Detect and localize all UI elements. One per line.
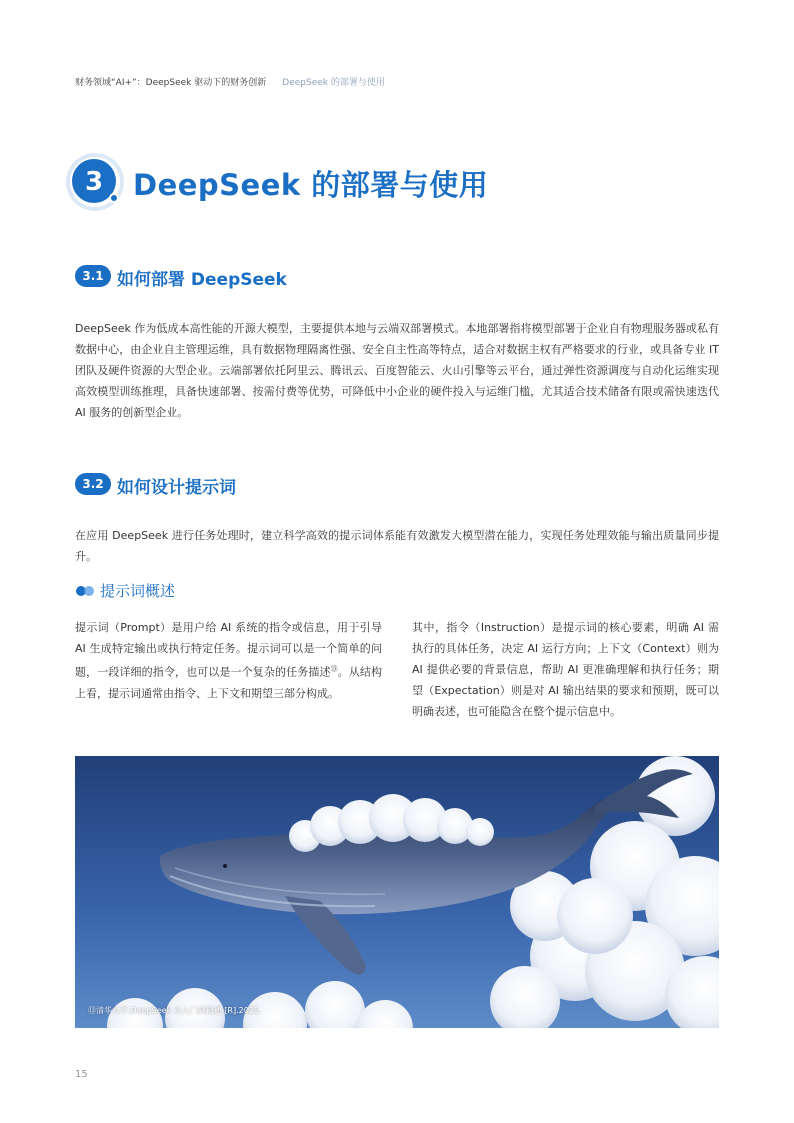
topic-heading: 提示词概述 xyxy=(100,582,176,600)
running-header xyxy=(75,75,385,88)
header-section: DeepSeek 的部署与使用 xyxy=(282,78,385,88)
left-column xyxy=(75,617,382,704)
section-3-2-badge: 3.2 xyxy=(75,473,111,495)
section-3-1-body: DeepSeek 作为低成本高性能的开源大模型，主要提供本地与云端双部署模式。本地部署指将模型部署于企业自有物理服务器或私有数据中心，由企业自主管理运维，具有数据物理隔离性强、安全自主性高等特点，适合对数据主权有严格要求的行业，或具备专业 IT 团队及硬件资源的大型企业。云端部署依托阿里云、腾讯云、百度智能云、火山引擎等云平台，通过弹性资源调度与自动化运维实现高效模型训练推理，具备快速部署、按需付费等优势，可降低中小企业的硬件投入与运维门槛，尤其适合技术储备有限或需快速迭代 AI 服务的创新型企业。 xyxy=(75,322,719,419)
chapter-number-badge xyxy=(64,151,126,213)
right-column: 其中，指令（Instruction）是提示词的核心要素，明确 AI 需执行的具体任务，决定 AI 运行方向；上下文（Context）则为 AI 提供必要的背景信息，帮助 AI 更准确理解和执行任务；期望（Expectation）则是对 AI 输出结果的要求和预期，既可以明确表述，也可能隐含在整个提示信息中。 xyxy=(412,621,719,718)
section-3-2-title: 如何设计提示词 xyxy=(117,478,236,498)
whale-illustration xyxy=(75,756,719,1028)
footnote-marker: ⑬ xyxy=(330,665,338,673)
left-column-text-a: 提示词（Prompt）是用户给 AI 系统的指令或信息，用于引导 AI 生成特定输出或执行特定任务。提示词可以是一个简单的问题，一段详细的指令，也可以是一个复杂的任务描述 xyxy=(75,621,382,679)
topic-bullet-icon xyxy=(76,585,96,597)
whale-cloud-photo xyxy=(75,756,719,1028)
section-3-1-title: 如何部署 DeepSeek xyxy=(117,270,287,290)
section-3-1-badge: 3.1 xyxy=(75,265,111,287)
header-doc-title: 财务领域“AI+”：DeepSeek 驱动下的财务创新 xyxy=(75,78,267,88)
section-3-2-intro: 在应用 DeepSeek 进行任务处理时，建立科学高效的提示词体系能有效激发大模型潜在能力，实现任务处理效能与输出质量同步提升。 xyxy=(75,529,719,563)
page-number: 15 xyxy=(75,1069,88,1080)
image-caption: ⑬清华大学.DeepSeek 从入门到精通 [R].2025. xyxy=(88,1006,262,1015)
chapter-title: DeepSeek 的部署与使用 xyxy=(133,168,489,202)
left-column-text-b: 。从结构上看，提示词通常由指令、上下文和期望三部分构成。 xyxy=(75,665,383,700)
chapter-number: 3 xyxy=(84,167,104,197)
